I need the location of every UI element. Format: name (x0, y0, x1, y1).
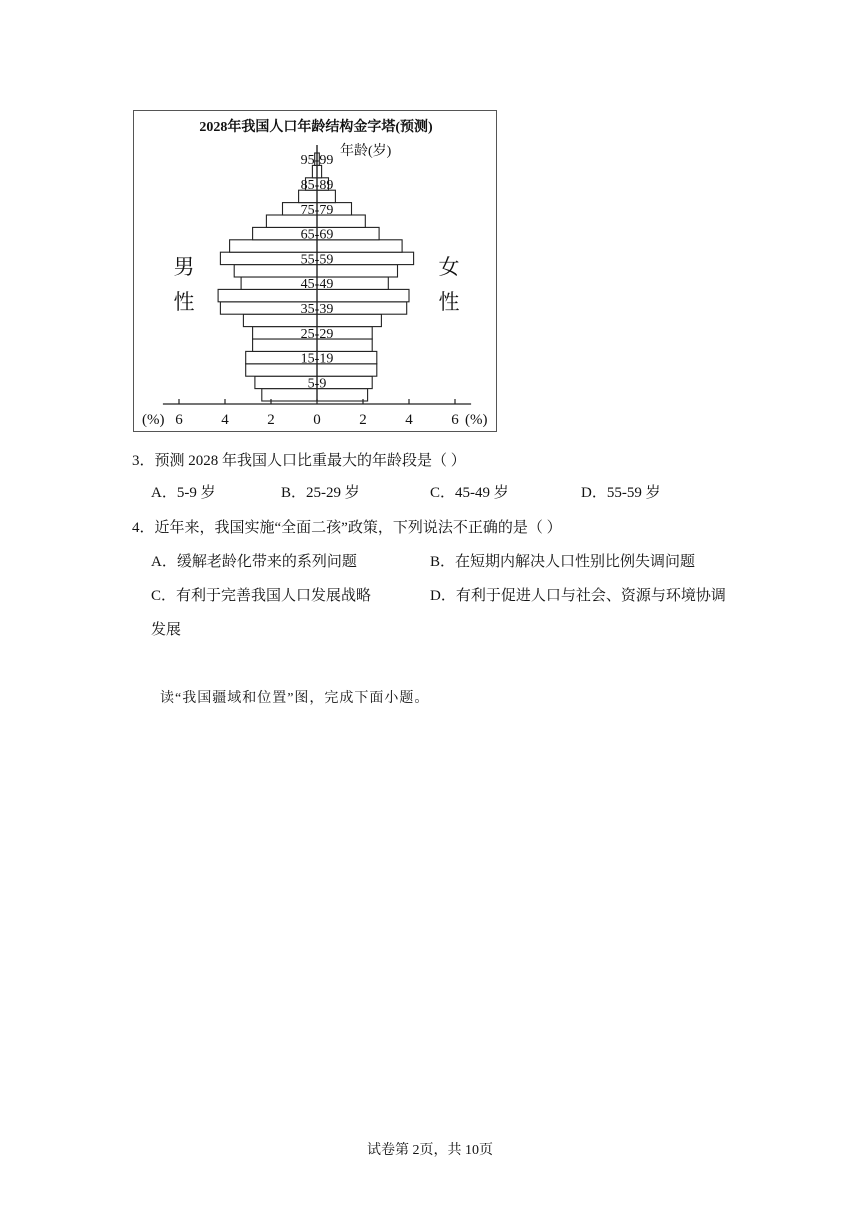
question-4-option-d: D．有利于促进人口与社会、资源与环境协调 (430, 588, 726, 604)
age-label-65-69: 65-69 (300, 227, 334, 243)
question-4-option-c: C．有利于完善我国人口发展战略 (151, 588, 372, 604)
age-label-15-19: 15-19 (300, 351, 334, 367)
question-4-stem: 4．近年来，我国实施“全面二孩”政策，下列说法不正确的是（ ） (132, 520, 562, 536)
x-axis-unit-right: (%) (465, 412, 488, 428)
question-3-option-b: B．25-29 岁 (281, 485, 360, 501)
age-axis-title: 年龄(岁) (340, 144, 392, 159)
x-tick-label--6: 6 (175, 412, 183, 428)
female-label-bottom: 性 (438, 290, 460, 314)
x-tick-label-6: 6 (451, 412, 459, 428)
population-pyramid-figure (133, 110, 497, 432)
age-label-75-79: 75-79 (300, 202, 334, 218)
question-4-option-d-continuation: 发展 (151, 622, 182, 638)
x-tick-label-2: 2 (359, 412, 367, 428)
question-4-option-b: B．在短期内解决人口性别比例失调问题 (430, 554, 696, 570)
section-intro: 读“我国疆域和位置”图，完成下面小题。 (160, 691, 430, 706)
age-label-55-59: 55-59 (300, 252, 334, 268)
question-3-option-d: D．55-59 岁 (581, 485, 661, 501)
x-tick-label-0: 0 (313, 412, 321, 428)
question-3-option-c: C．45-49 岁 (430, 485, 509, 501)
age-label-5-9: 5-9 (307, 376, 327, 392)
male-label-top: 男 (173, 255, 195, 279)
chart-title: 2028年我国人口年龄结构金字塔(预测) (199, 120, 433, 135)
question-3-stem: 3．预测 2028 年我国人口比重最大的年龄段是（ ） (132, 453, 466, 469)
question-3-option-a: A．5-9 岁 (151, 485, 216, 501)
age-label-25-29: 25-29 (300, 326, 334, 342)
x-tick-label-4: 4 (405, 412, 413, 428)
x-tick-label--2: 2 (267, 412, 275, 428)
page-footer: 试卷第 2页，共 10页 (367, 1143, 493, 1158)
x-tick-label--4: 4 (221, 412, 229, 428)
x-axis-unit-left: (%) (142, 412, 165, 428)
age-label-95-99: 95-99 (300, 153, 334, 169)
population-pyramid-chart (134, 111, 498, 433)
question-4-option-a: A．缓解老龄化带来的系列问题 (151, 554, 357, 570)
female-label-top: 女 (438, 255, 460, 279)
age-label-85-89: 85-89 (300, 178, 334, 193)
age-label-35-39: 35-39 (300, 302, 334, 317)
age-label-45-49: 45-49 (300, 277, 334, 293)
male-label-bottom: 性 (173, 290, 195, 314)
